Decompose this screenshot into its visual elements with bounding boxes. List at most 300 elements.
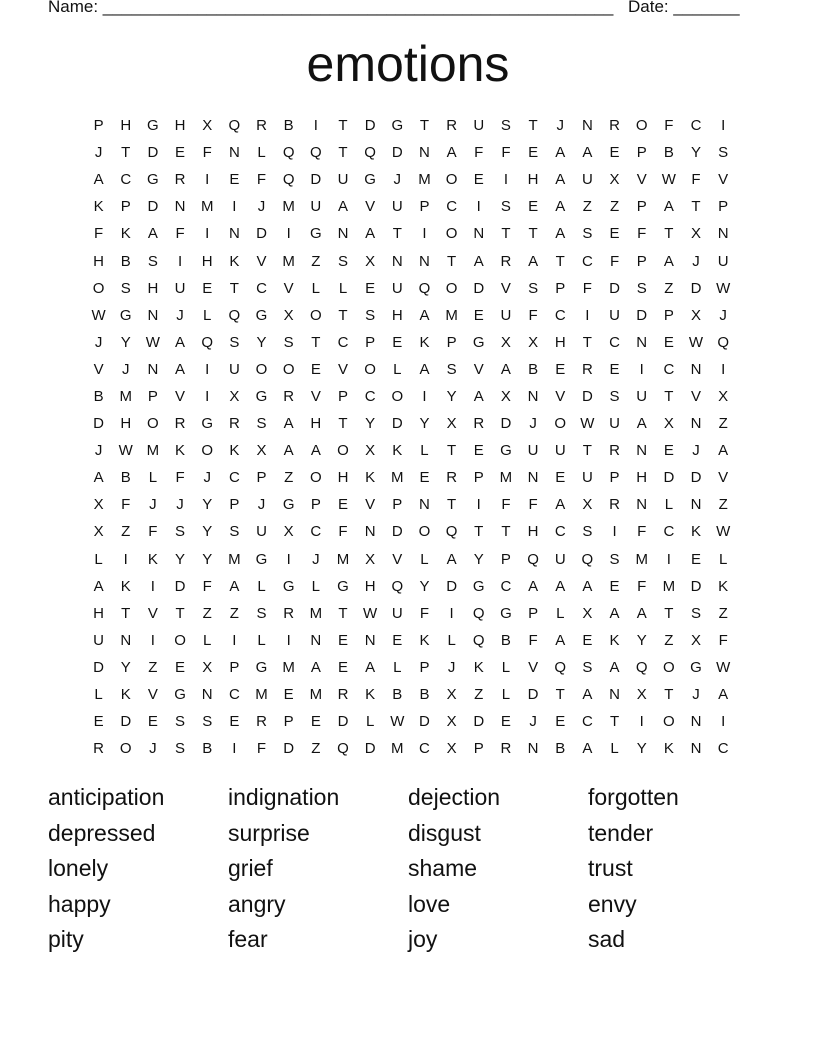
grid-letter: A bbox=[555, 577, 566, 595]
grid-letter: C bbox=[663, 523, 675, 541]
grid-letter: F bbox=[121, 496, 131, 514]
grid-letter: A bbox=[229, 577, 240, 595]
grid-row bbox=[85, 275, 737, 302]
grid-letter: F bbox=[664, 117, 674, 135]
grid-letter: U bbox=[337, 171, 349, 189]
grid-letter: M bbox=[309, 686, 323, 704]
grid-letter: P bbox=[636, 198, 647, 216]
grid-letter: F bbox=[637, 225, 647, 243]
grid-letter: A bbox=[582, 740, 593, 758]
grid-letter: H bbox=[554, 333, 566, 351]
grid-letter: P bbox=[500, 550, 511, 568]
grid-letter: T bbox=[691, 198, 701, 216]
grid-letter: H bbox=[364, 577, 376, 595]
grid-letter: T bbox=[311, 333, 321, 351]
grid-letter: C bbox=[581, 252, 593, 270]
grid-letter: A bbox=[337, 198, 348, 216]
grid-letter: R bbox=[609, 117, 620, 135]
grid-letter: U bbox=[391, 198, 403, 216]
grid-letter: G bbox=[119, 306, 132, 324]
grid-letter: A bbox=[419, 360, 430, 378]
grid-letter: K bbox=[691, 523, 702, 541]
grid-letter: H bbox=[527, 523, 539, 541]
grid-letter: D bbox=[391, 523, 403, 541]
grid-letter: F bbox=[419, 604, 430, 622]
grid-letter: M bbox=[282, 658, 295, 676]
grid-letter: W bbox=[661, 171, 676, 189]
grid-letter: Y bbox=[175, 550, 186, 568]
grid-letter: P bbox=[419, 658, 430, 676]
grid-letter: D bbox=[147, 144, 159, 162]
word-list-item: envy bbox=[588, 890, 637, 917]
grid-letter: K bbox=[120, 225, 131, 243]
grid-letter: N bbox=[690, 496, 702, 514]
name-field-label: Name: ______________________________________________________ bbox=[48, 0, 614, 16]
grid-letter: I bbox=[205, 225, 210, 243]
grid-letter: I bbox=[639, 713, 644, 731]
grid-letter: S bbox=[609, 387, 620, 405]
grid-letter: F bbox=[256, 171, 267, 189]
grid-letter: D bbox=[283, 740, 295, 758]
grid-letter: Y bbox=[473, 550, 484, 568]
grid-letter: U bbox=[256, 523, 267, 541]
grid-letter: R bbox=[337, 686, 349, 704]
word-list-item: pity bbox=[48, 926, 84, 953]
grid-letter: P bbox=[365, 333, 376, 351]
grid-letter: N bbox=[174, 198, 186, 216]
grid-letter: S bbox=[691, 604, 702, 622]
grid-row bbox=[85, 681, 737, 708]
grid-letter: O bbox=[418, 523, 431, 541]
grid-letter: R bbox=[446, 469, 458, 487]
grid-letter: D bbox=[337, 713, 349, 731]
grid-letter: G bbox=[500, 604, 512, 622]
grid-letter: K bbox=[229, 252, 240, 270]
grid-letter: N bbox=[228, 225, 240, 243]
grid-letter: X bbox=[283, 306, 294, 324]
grid-letter: L bbox=[501, 658, 511, 676]
grid-letter: D bbox=[364, 740, 376, 758]
grid-letter: A bbox=[718, 686, 729, 704]
grid-letter: I bbox=[286, 631, 291, 649]
grid-letter: I bbox=[286, 225, 291, 243]
grid-letter: E bbox=[310, 713, 321, 731]
grid-letter: I bbox=[123, 550, 128, 568]
grid-letter: P bbox=[609, 469, 620, 487]
grid-letter: P bbox=[93, 117, 104, 135]
grid-letter: F bbox=[718, 631, 728, 649]
grid-letter: B bbox=[93, 387, 104, 405]
grid-letter: T bbox=[175, 604, 185, 622]
grid-letter: J bbox=[692, 686, 700, 704]
grid-letter: M bbox=[255, 686, 268, 704]
grid-row bbox=[85, 139, 737, 166]
grid-letter: I bbox=[205, 171, 210, 189]
grid-letter: P bbox=[718, 198, 729, 216]
grid-letter: S bbox=[120, 279, 131, 297]
grid-letter: Q bbox=[282, 171, 295, 189]
grid-letter: X bbox=[582, 496, 593, 514]
grid-letter: A bbox=[446, 550, 457, 568]
grid-letter: O bbox=[364, 360, 376, 378]
grid-letter: A bbox=[636, 415, 647, 433]
grid-letter: L bbox=[393, 360, 402, 378]
grid-letter: Q bbox=[445, 523, 458, 541]
grid-letter: H bbox=[93, 604, 104, 622]
grid-letter: C bbox=[717, 740, 729, 758]
grid-letter: C bbox=[337, 333, 349, 351]
grid-letter: S bbox=[582, 523, 593, 541]
grid-letter: Q bbox=[717, 333, 729, 351]
grid-letter: N bbox=[364, 523, 376, 541]
grid-letter: R bbox=[609, 442, 620, 460]
grid-letter: I bbox=[639, 360, 644, 378]
grid-row bbox=[85, 112, 737, 139]
grid-letter: M bbox=[146, 442, 160, 460]
grid-letter: U bbox=[581, 469, 593, 487]
grid-row bbox=[85, 329, 737, 356]
grid-letter: F bbox=[609, 252, 620, 270]
grid-letter: S bbox=[283, 333, 294, 351]
grid-row bbox=[85, 220, 737, 247]
grid-letter: I bbox=[721, 713, 726, 731]
grid-letter: T bbox=[229, 279, 239, 297]
page-title: emotions bbox=[306, 36, 510, 92]
word-list-item: angry bbox=[228, 890, 286, 917]
grid-letter: U bbox=[609, 306, 620, 324]
grid-letter: C bbox=[690, 117, 702, 135]
grid-letter: P bbox=[636, 144, 647, 162]
grid-letter: R bbox=[500, 740, 512, 758]
grid-letter: K bbox=[473, 658, 484, 676]
grid-letter: S bbox=[609, 550, 620, 568]
grid-letter: E bbox=[419, 469, 430, 487]
grid-letter: E bbox=[609, 144, 620, 162]
grid-letter: Y bbox=[446, 387, 457, 405]
grid-letter: V bbox=[691, 387, 702, 405]
grid-letter: T bbox=[609, 713, 620, 731]
grid-letter: S bbox=[337, 252, 348, 270]
grid-letter: L bbox=[311, 279, 320, 297]
grid-letter: A bbox=[93, 171, 104, 189]
grid-letter: B bbox=[202, 740, 213, 758]
grid-letter: Q bbox=[228, 117, 241, 135]
grid-letter: M bbox=[119, 387, 132, 405]
grid-letter: U bbox=[609, 415, 620, 433]
grid-letter: D bbox=[120, 713, 132, 731]
grid-letter: K bbox=[175, 442, 186, 460]
grid-letter: H bbox=[147, 279, 159, 297]
grid-letter: U bbox=[527, 442, 539, 460]
grid-letter: Q bbox=[201, 333, 214, 351]
word-list-item: shame bbox=[408, 855, 478, 882]
grid-letter: Y bbox=[365, 415, 376, 433]
grid-letter: U bbox=[473, 117, 485, 135]
grid-row bbox=[85, 573, 737, 600]
grid-letter: K bbox=[718, 577, 729, 595]
grid-letter: D bbox=[419, 713, 430, 731]
grid-letter: A bbox=[365, 658, 376, 676]
grid-letter: A bbox=[473, 252, 484, 270]
grid-letter: P bbox=[473, 469, 484, 487]
grid-letter: Z bbox=[718, 415, 728, 433]
grid-letter: Z bbox=[582, 198, 592, 216]
grid-letter: V bbox=[718, 171, 729, 189]
grid-letter: D bbox=[93, 658, 104, 676]
grid-letter: X bbox=[663, 415, 674, 433]
grid-letter: L bbox=[420, 442, 429, 460]
grid-letter: A bbox=[446, 144, 457, 162]
grid-letter: N bbox=[690, 360, 702, 378]
grid-letter: T bbox=[447, 496, 457, 514]
grid-letter: I bbox=[177, 252, 183, 270]
grid-letter: I bbox=[150, 577, 155, 595]
word-list-item: joy bbox=[408, 926, 438, 953]
grid-letter: S bbox=[175, 740, 186, 758]
grid-letter: I bbox=[232, 740, 237, 758]
grid-letter: H bbox=[201, 252, 213, 270]
grid-letter: G bbox=[391, 117, 404, 135]
grid-letter: L bbox=[664, 496, 674, 514]
grid-letter: N bbox=[581, 117, 593, 135]
grid-letter: F bbox=[474, 144, 484, 162]
grid-letter: J bbox=[94, 442, 103, 460]
grid-letter: G bbox=[147, 171, 159, 189]
grid-letter: P bbox=[446, 333, 457, 351]
grid-letter: Q bbox=[228, 306, 241, 324]
grid-letter: S bbox=[147, 252, 158, 270]
grid-letter: I bbox=[721, 117, 726, 135]
grid-letter: Y bbox=[202, 550, 213, 568]
grid-letter: G bbox=[364, 171, 376, 189]
grid-letter: L bbox=[94, 550, 103, 568]
grid-letter: J bbox=[149, 740, 157, 758]
grid-letter: W bbox=[91, 306, 106, 324]
grid-letter: L bbox=[556, 604, 565, 622]
grid-letter: I bbox=[612, 523, 617, 541]
grid-letter: G bbox=[174, 686, 186, 704]
grid-letter: Y bbox=[691, 144, 702, 162]
grid-letter: E bbox=[392, 631, 403, 649]
grid-letter: N bbox=[337, 225, 349, 243]
grid-letter: O bbox=[309, 306, 322, 324]
grid-letter: J bbox=[692, 442, 700, 460]
grid-letter: M bbox=[391, 740, 404, 758]
grid-letter: E bbox=[609, 225, 620, 243]
grid-letter: N bbox=[609, 686, 620, 704]
grid-letter: F bbox=[582, 279, 592, 297]
grid-letter: N bbox=[364, 631, 376, 649]
grid-letter: I bbox=[476, 198, 481, 216]
grid-letter: Z bbox=[311, 740, 321, 758]
grid-letter: B bbox=[663, 144, 674, 162]
grid-letter: J bbox=[529, 415, 537, 433]
grid-letter: T bbox=[447, 252, 457, 270]
grid-row bbox=[85, 410, 737, 437]
grid-letter: X bbox=[500, 387, 511, 405]
grid-letter: L bbox=[94, 686, 103, 704]
grid-letter: B bbox=[555, 740, 566, 758]
grid-letter: T bbox=[664, 686, 674, 704]
grid-letter: Q bbox=[337, 740, 349, 758]
grid-letter: E bbox=[609, 577, 620, 595]
grid-letter: J bbox=[692, 252, 700, 270]
grid-letter: A bbox=[636, 604, 647, 622]
grid-letter: N bbox=[147, 306, 159, 324]
grid-letter: V bbox=[473, 360, 484, 378]
grid-letter: D bbox=[500, 415, 512, 433]
grid-letter: K bbox=[609, 631, 620, 649]
grid-letter: I bbox=[503, 171, 508, 189]
grid-letter: P bbox=[147, 387, 158, 405]
grid-letter: O bbox=[663, 713, 675, 731]
grid-letter: E bbox=[473, 306, 484, 324]
grid-letter: V bbox=[175, 387, 186, 405]
grid-letter: S bbox=[202, 713, 213, 731]
grid-letter: S bbox=[500, 117, 511, 135]
grid-letter: F bbox=[528, 631, 538, 649]
grid-letter: J bbox=[176, 496, 184, 514]
grid-letter: B bbox=[283, 117, 294, 135]
grid-letter: W bbox=[716, 523, 731, 541]
grid-letter: H bbox=[636, 469, 648, 487]
grid-letter: F bbox=[148, 523, 158, 541]
grid-letter: A bbox=[555, 171, 566, 189]
grid-letter: U bbox=[717, 252, 729, 270]
grid-letter: F bbox=[528, 496, 538, 514]
grid-letter: A bbox=[582, 144, 593, 162]
grid-row bbox=[85, 600, 737, 627]
grid-letter: G bbox=[255, 306, 268, 324]
grid-letter: N bbox=[419, 144, 430, 162]
grid-letter: U bbox=[554, 442, 566, 460]
grid-letter: B bbox=[120, 252, 131, 270]
grid-row bbox=[85, 546, 737, 573]
grid-letter: Z bbox=[229, 604, 239, 622]
grid-letter: E bbox=[175, 658, 186, 676]
grid-letter: T bbox=[121, 144, 131, 162]
grid-letter: E bbox=[691, 550, 702, 568]
grid-letter: S bbox=[175, 523, 186, 541]
grid-letter: Z bbox=[664, 279, 674, 297]
grid-letter: Q bbox=[581, 550, 594, 568]
grid-letter: H bbox=[174, 117, 186, 135]
grid-letter: S bbox=[256, 415, 267, 433]
grid-letter: A bbox=[283, 442, 294, 460]
grid-letter: E bbox=[93, 713, 104, 731]
grid-letter: K bbox=[229, 442, 240, 460]
grid-letter: H bbox=[120, 415, 132, 433]
grid-letter: J bbox=[447, 658, 456, 676]
grid-letter: F bbox=[175, 469, 185, 487]
grid-letter: Z bbox=[121, 523, 131, 541]
grid-letter: C bbox=[120, 171, 132, 189]
grid-row bbox=[85, 518, 737, 545]
grid-letter: E bbox=[555, 360, 566, 378]
grid-letter: T bbox=[555, 252, 565, 270]
grid-letter: B bbox=[500, 631, 511, 649]
grid-letter: D bbox=[174, 577, 186, 595]
grid-letter: X bbox=[691, 225, 702, 243]
grid-letter: A bbox=[175, 333, 186, 351]
grid-row bbox=[85, 437, 737, 464]
grid-letter: L bbox=[203, 631, 212, 649]
grid-letter: P bbox=[310, 496, 321, 514]
grid-letter: I bbox=[205, 360, 210, 378]
grid-letter: T bbox=[338, 415, 348, 433]
grid-letter: Z bbox=[148, 658, 158, 676]
grid-letter: Z bbox=[284, 469, 294, 487]
grid-letter: A bbox=[555, 225, 566, 243]
grid-letter: I bbox=[449, 604, 454, 622]
grid-letter: V bbox=[636, 171, 647, 189]
grid-letter: K bbox=[663, 740, 674, 758]
grid-letter: X bbox=[691, 631, 702, 649]
grid-letter: Z bbox=[474, 686, 484, 704]
grid-letter: S bbox=[636, 279, 647, 297]
grid-letter: V bbox=[365, 496, 376, 514]
grid-letter: B bbox=[419, 686, 430, 704]
grid-letter: T bbox=[338, 306, 348, 324]
grid-letter: X bbox=[283, 523, 294, 541]
grid-row bbox=[85, 735, 737, 762]
grid-letter: R bbox=[228, 415, 240, 433]
word-list-item: sad bbox=[588, 926, 626, 953]
grid-letter: I bbox=[313, 117, 318, 135]
word-list-item: love bbox=[408, 890, 451, 917]
grid-letter: U bbox=[310, 198, 322, 216]
grid-letter: J bbox=[529, 713, 537, 731]
grid-letter: N bbox=[636, 333, 648, 351]
grid-letter: E bbox=[555, 469, 566, 487]
grid-letter: A bbox=[555, 198, 566, 216]
grid-letter: D bbox=[473, 713, 485, 731]
grid-letter: B bbox=[120, 469, 131, 487]
grid-letter: R bbox=[283, 604, 295, 622]
grid-letter: K bbox=[120, 577, 131, 595]
grid-letter: P bbox=[392, 496, 403, 514]
grid-letter: Q bbox=[309, 144, 322, 162]
grid-letter: F bbox=[338, 523, 348, 541]
grid-letter: X bbox=[528, 333, 539, 351]
grid-letter: C bbox=[500, 577, 512, 595]
grid-letter: R bbox=[500, 252, 512, 270]
grid-letter: J bbox=[149, 496, 157, 514]
grid-letter: G bbox=[255, 550, 268, 568]
grid-letter: S bbox=[365, 306, 376, 324]
grid-letter: T bbox=[528, 225, 538, 243]
grid-letter: V bbox=[310, 387, 321, 405]
grid-letter: L bbox=[203, 306, 212, 324]
grid-letter: I bbox=[666, 550, 671, 568]
grid-letter: A bbox=[147, 225, 158, 243]
grid-letter: E bbox=[337, 658, 348, 676]
grid-letter: D bbox=[391, 144, 403, 162]
grid-letter: X bbox=[446, 740, 457, 758]
grid-letter: W bbox=[118, 442, 133, 460]
grid-letter: K bbox=[419, 333, 430, 351]
word-list-item: disgust bbox=[408, 819, 481, 846]
grid-letter: J bbox=[393, 171, 402, 189]
grid-letter: O bbox=[663, 658, 675, 676]
grid-letter: L bbox=[501, 686, 511, 704]
grid-row bbox=[85, 302, 737, 329]
grid-letter: X bbox=[365, 252, 376, 270]
grid-letter: G bbox=[472, 333, 485, 351]
grid-letter: Z bbox=[718, 496, 728, 514]
grid-letter: A bbox=[609, 658, 620, 676]
grid-letter: F bbox=[93, 225, 104, 243]
